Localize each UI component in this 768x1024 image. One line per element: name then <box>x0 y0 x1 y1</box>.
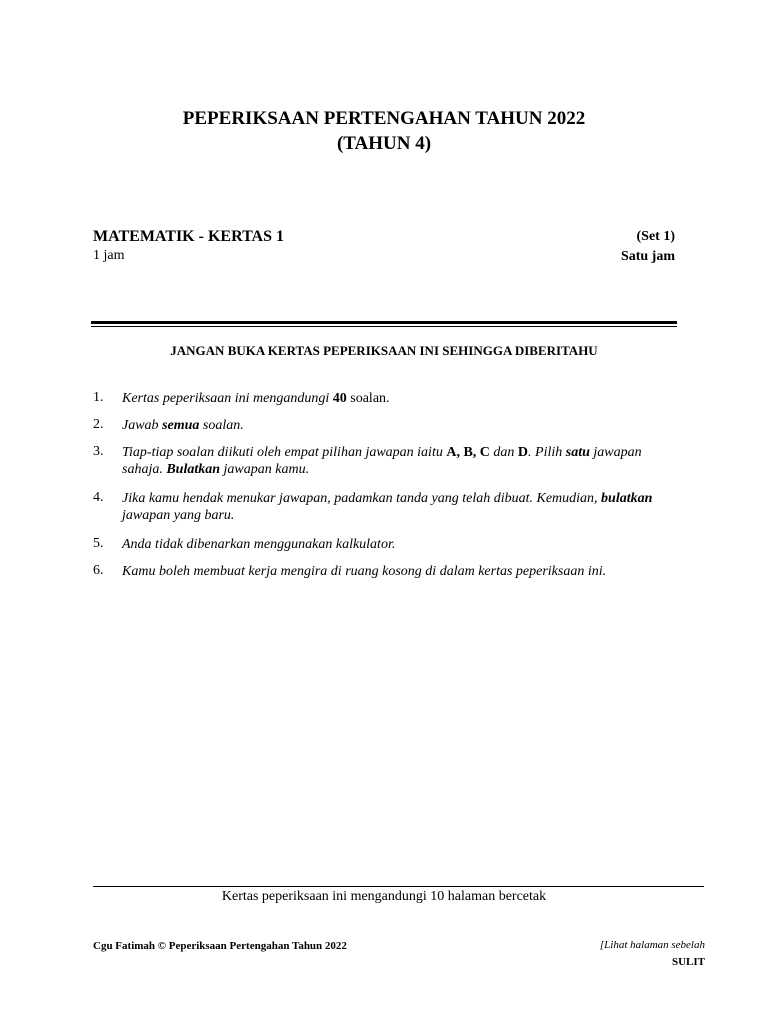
instruction-segment: jawapan kamu. <box>220 462 310 477</box>
instruction-segment: satu <box>565 445 590 460</box>
instruction-segment: Tiap-tiap soalan diikuti oleh empat pilihan jawapan iaitu <box>122 445 447 460</box>
subject-name: MATEMATIK - KERTAS 1 <box>93 228 284 245</box>
next-page-note: [Lihat halaman sebelah <box>599 939 705 951</box>
page-count-note: Kertas peperiksaan ini mengandungi 10 halaman bercetak <box>221 889 547 904</box>
instruction-segment: soalan. <box>346 391 390 406</box>
instruction-segment: jawapan yang baru. <box>122 508 235 523</box>
instruction-segment: bulatkan <box>601 491 653 506</box>
author-credit: Cgu Fatimah © Peperiksaan Pertengahan Tahun 2022 <box>93 940 347 952</box>
instruction-segment: A, B, C <box>446 445 490 460</box>
instruction-item <box>93 536 683 553</box>
divider-thick <box>91 321 677 324</box>
duration: 1 jam <box>93 248 125 263</box>
instruction-item <box>93 444 683 478</box>
instruction-text <box>122 417 244 434</box>
instruction-segment: . Pilih <box>528 445 566 460</box>
footer-divider <box>93 886 704 887</box>
divider-thin <box>91 326 677 327</box>
instruction-number: 2. <box>93 417 104 432</box>
instruction-segment: D <box>517 445 529 460</box>
instruction-text <box>122 490 683 524</box>
instruction-item <box>93 563 683 580</box>
instruction-item <box>93 390 683 407</box>
instruction-segment: jawapan sahaja. <box>122 445 642 477</box>
instructions-list <box>93 390 683 580</box>
instruction-segment: Anda tidak dibenarkan menggunakan kalkulator. <box>122 537 396 552</box>
instruction-text <box>122 536 395 553</box>
instruction-text <box>122 563 606 580</box>
exam-year-level: (TAHUN 4) <box>336 133 432 154</box>
instruction-number: 4. <box>93 490 104 505</box>
instruction-number: 5. <box>93 536 104 551</box>
instruction-segment: Bulatkan <box>166 462 221 477</box>
duration-words: Satu jam <box>620 249 675 264</box>
set-label: (Set 1) <box>636 229 675 244</box>
instruction-segment: 40 <box>332 391 347 406</box>
instruction-segment: soalan. <box>199 418 244 433</box>
instruction-segment: dan <box>489 445 518 460</box>
instruction-segment: Jawab <box>122 418 163 433</box>
classification-label: SULIT <box>671 956 705 968</box>
instruction-item <box>93 490 683 524</box>
instruction-segment: semua <box>162 418 200 433</box>
instruction-segment: Kamu boleh membuat kerja mengira di ruang kosong di dalam kertas peperiksaan ini. <box>122 564 607 579</box>
warning-notice: JANGAN BUKA KERTAS PEPERIKSAAN INI SEHINGGA DIBERITAHU <box>170 343 598 358</box>
instruction-segment: Jika kamu hendak menukar jawapan, padamkan tanda yang telah dibuat. Kemudian, <box>122 491 602 506</box>
exam-title: PEPERIKSAAN PERTENGAHAN TAHUN 2022 <box>182 108 586 129</box>
instruction-text <box>122 444 683 478</box>
instruction-number: 1. <box>93 390 104 405</box>
instruction-number: 6. <box>93 563 104 578</box>
instruction-segment: Kertas peperiksaan ini mengandungi <box>122 391 333 406</box>
instruction-number: 3. <box>93 444 104 459</box>
instruction-item <box>93 417 683 434</box>
instruction-text <box>122 390 390 407</box>
